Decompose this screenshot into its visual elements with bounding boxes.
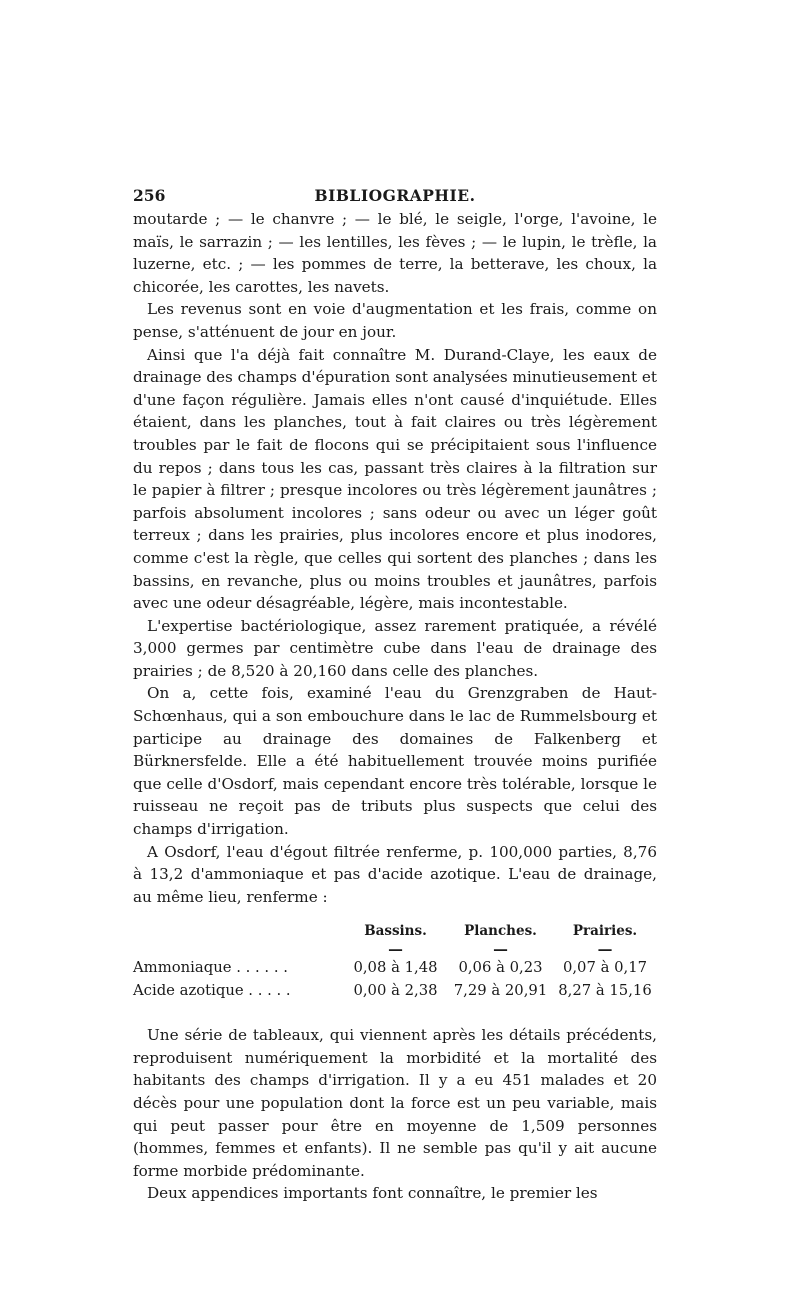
table-corner [133,920,343,943]
row-label: Acide azotique . . . . . [133,981,291,999]
page-header [133,186,657,208]
table-dash-row [133,943,657,957]
paragraph-drainage-waters: Ainsi que l'a déjà fait connaître M. Durand-Claye, les eaux de drainage des champs d'épuration sont analysées minutieusement et d'une façon régulière. Jamais elles n'ont causé d'inquiétude. Elles étaient, dans les planches, tout à fait claires ou très légèrement troubles par le fait de flocons qui se précipitaient sous l'influence du repos ; dans tous les cas, passant très claires à la filtration sur le papier à filtrer ; presque incolores ou très légèrement jaunâtres ; parfois absolument incolores ; sans odeur ou avec un léger goût terreux ; dans les prairies, plus incolores encore et plus inodores, comme c'est la règle, que celles qui sortent des planches ; dans les bassins, en revanche, plus ou moins troubles et jaunâtres, parfois avec une odeur désagréable, légère, mais incontestable. [133,345,657,613]
table-row [133,957,657,980]
header-dash: — [493,941,508,958]
table-cell: 0,07 à 0,17 [562,959,648,976]
analysis-table [133,920,657,1002]
row-label: Ammoniaque . . . . . . [133,959,288,976]
paragraph-crops-list: moutarde ; — le chanvre ; — le blé, le seigle, l'orge, l'avoine, le maïs, le sarrazin ; — les lentilles, les fèves ; — le lupin, le trèfle, la luzerne, etc. ; — les pommes de terre, la betterave, les choux, la chicorée, les carottes, les navets. [133,210,657,296]
paragraph-revenues: Les revenus sont en voie d'augmentation et les frais, comme on pense, s'atténuent de jour en jour. [133,300,657,341]
running-title: BIBLIOGRAPHIE. [314,186,476,205]
column-header-planches: Planches. [464,923,537,940]
table-row [133,980,657,1003]
page-body [133,208,657,1205]
table-cell: 0,08 à 1,48 [353,959,438,976]
table-cell: 0,06 à 0,23 [458,959,543,976]
header-dash: — [597,941,613,958]
paragraph-appendices: Deux appendices importants font connaître, le premier les [147,1184,598,1203]
table-cell: 0,00 à 2,38 [353,981,438,999]
header-dash: — [388,941,403,958]
paragraph-osdorf: A Osdorf, l'eau d'égout filtrée renferme, p. 100,000 parties, 8,76 à 13,2 d'ammoniaque et pas d'acide azotique. L'eau de drainage, au même lieu, renferme : [133,842,657,906]
dash-spacer [133,943,343,957]
column-header-prairies: Prairies. [572,923,638,940]
analysis-table-wrapper [133,920,657,1002]
paragraph-grenzgraben: On a, cette fois, examiné l'eau du Grenzgraben de Haut-Schœnhaus, qui a son embouchure dans le lac de Rummelsbourg et participe au drainage des domaines de Falkenberg et Bürknersfelde. Elle a été habituellement trouvée moins purifiée que celle d'Osdorf, mais cependant encore très tolérable, lorsque le ruisseau ne reçoit pas de tributs plus suspects que celui des champs d'irrigation. [133,684,657,839]
table-cell: 8,27 à 15,16 [558,981,652,999]
paragraph-bacteriology: L'expertise bactériologique, assez rarement pratiquée, a révélé 3,000 germes par centimètre cube dans l'eau de drainage des prairies ; de 8,520 à 20,160 dans celle des planches. [133,616,657,680]
page-number: 256 [133,186,166,205]
table-header-row [133,920,657,943]
paragraph-morbidity: Une série de tableaux, qui viennent après les détails précédents, reproduisent numériquement la morbidité et la mortalité des habitants des champs d'irrigation. Il y a eu 451 malades et 20 décès pour une population dont la force est un peu variable, mais qui peut passer pour être en moyenne de 1,509 personnes (hommes, femmes et enfants). Il ne semble pas qu'il y ait aucune forme morbide prédominante. [133,1026,657,1180]
column-header-bassins: Bassins. [364,923,427,940]
table-cell: 7,29 à 20,91 [453,981,548,999]
